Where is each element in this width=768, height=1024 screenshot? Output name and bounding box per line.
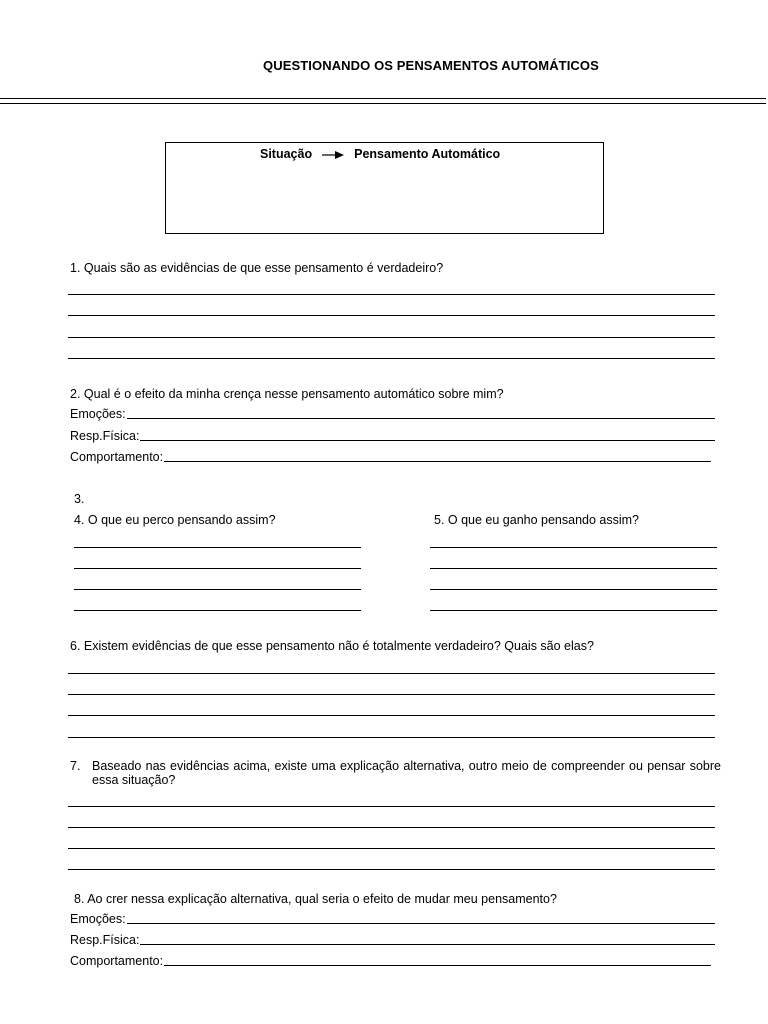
answer-line[interactable] [74, 610, 361, 611]
behavior-field[interactable] [70, 450, 711, 464]
physical-response-label: Resp.Física: [70, 429, 140, 443]
answer-line[interactable] [430, 610, 717, 611]
answer-line[interactable] [68, 294, 715, 295]
physical-response-field[interactable] [70, 933, 715, 947]
answer-line[interactable] [74, 547, 361, 548]
behavior-field[interactable] [70, 954, 711, 968]
situation-box[interactable] [165, 142, 604, 234]
answer-line[interactable] [74, 589, 361, 590]
emotions-label: Emoções: [70, 407, 126, 421]
situation-box-header [260, 147, 500, 161]
answer-line[interactable] [68, 848, 715, 849]
answer-line[interactable] [68, 806, 715, 807]
answer-line[interactable] [68, 827, 715, 828]
physical-response-field[interactable] [70, 429, 715, 443]
answer-line[interactable] [68, 315, 715, 316]
question-5: 5. O que eu ganho pensando assim? [434, 513, 640, 527]
answer-line[interactable] [68, 715, 715, 716]
header-rule-top [0, 98, 766, 99]
arrow-right-icon [322, 150, 344, 160]
answer-line[interactable] [430, 547, 717, 548]
page-title: QUESTIONANDO OS PENSAMENTOS AUTOMÁTICOS [263, 58, 599, 73]
answer-line[interactable] [68, 673, 715, 674]
emotions-field[interactable] [70, 407, 715, 421]
question-7-number: 7. [70, 759, 81, 773]
answer-line[interactable] [430, 568, 717, 569]
answer-line[interactable] [68, 337, 715, 338]
question-7: Baseado nas evidências acima, existe uma explicação alternativa, outro meio de compreender ou pensar sobre essa situação? [92, 759, 721, 787]
question-2: 2. Qual é o efeito da minha crença nesse pensamento automático sobre mim? [70, 387, 504, 401]
answer-line[interactable] [68, 694, 715, 695]
question-4: 4. O que eu perco pensando assim? [74, 513, 276, 527]
question-8: 8. Ao crer nessa explicação alternativa, qual seria o efeito de mudar meu pensamento? [74, 892, 557, 906]
physical-response-label: Resp.Física: [70, 933, 140, 947]
behavior-label: Comportamento: [70, 450, 164, 464]
answer-line[interactable] [68, 737, 715, 738]
thought-label: Pensamento Automático [354, 147, 501, 161]
question-3: 3. [74, 492, 85, 506]
answer-line[interactable] [68, 869, 715, 870]
situation-label: Situação [260, 147, 313, 161]
header-rule-bottom [0, 103, 766, 104]
answer-line[interactable] [68, 358, 715, 359]
emotions-label: Emoções: [70, 912, 126, 926]
answer-line[interactable] [74, 568, 361, 569]
behavior-label: Comportamento: [70, 954, 164, 968]
question-6: 6. Existem evidências de que esse pensamento não é totalmente verdadeiro? Quais são elas? [70, 639, 594, 653]
answer-line[interactable] [430, 589, 717, 590]
question-1: 1. Quais são as evidências de que esse pensamento é verdadeiro? [70, 261, 444, 275]
emotions-field[interactable] [70, 912, 715, 926]
